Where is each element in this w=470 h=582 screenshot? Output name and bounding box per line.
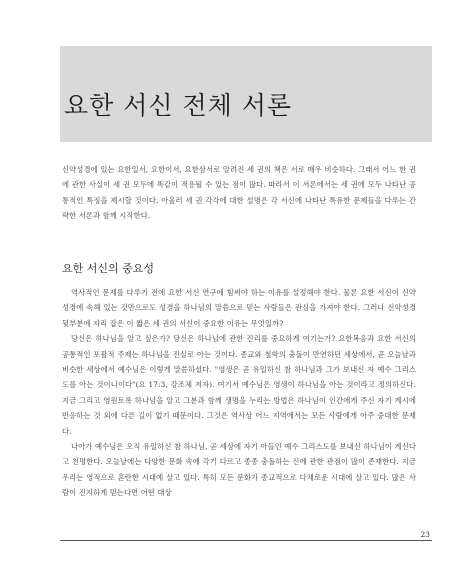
page-number: 23 xyxy=(420,530,430,539)
intro-paragraph: 신약성경에 있는 요한일서, 요한이서, 요한삼서로 알려진 세 권의 책은 서로 매우 비슷하다. 그래서 어느 한 권에 관한 사실이 세 권 모두에 똑같이 적용될 수 있는 점이 많다. 따라서 이 서론에서는 세 권에 모두 나타난 공통적인 특징을 제시할 것이다. 아울러 세 권 각각에 대한 설명은 각 서신에 나타난 특유한 문제들을 다루는 간략한 서론과 함께 시작한다. xyxy=(62,165,416,221)
body-paragraph: 역사적인 문제를 다루기 전에 요한 서신 연구에 힘써야 하는 이유를 설정해야 한다. 물론 요한 서신이 신약성경에 속해 있는 것만으로도 성경을 하나님의 말씀으로 믿는 사람들은 관심을 가져야 한다. 그러나 신약성경 뒷부분에 자리 잡은 이 짧은 세 권의 서신이 중요한 이유는 무엇일까? xyxy=(62,288,416,328)
body-paragraph: 당신은 하나님을 알고 싶은가? 당신은 하나님에 관한 진리를 중요하게 여기는가? 요한복음과 요한 서신의 공통적인 포괄적 주제는 하나님을 진실로 아는 것이다. 종교와 철학의 충돌이 만연하던 세상에서, 곧 오늘날과 비슷한 세상에서 예수님은 이렇게 말씀하셨다. "영생은 곧 유일하신 참 하나님과 그가 보내신 자 예수 그리스도를 아는 것이니이다"(요 17:3, 강조체 저자). 여기서 예수님은 영생이 하나님을 아는 것이라고 정의하신다. 지금 그리고 영원토록 하나님을 알고 그분과 함께 생명을 누리는 방법은 하나님이 인간에게 주신 자기 계시에 반응하는 것 외에 다른 길이 없기 때문이다. 그것은 역사상 어느 지역에서는 모든 사람에게 아주 중대한 문제다. xyxy=(62,334,416,436)
footer-rule xyxy=(60,540,432,541)
body-paragraph: 나아가 예수님은 오직 유일하신 참 하나님, 곧 세상에 자기 아들인 예수 그리스도를 보내신 하나님이 계신다고 천명한다. 오늘날에는 다양한 문화 속에 각기 다르고 종종 충돌하는 신에 관한 관점이 많이 존재한다. 지금 우리는 영적으로 혼란한 시대에 살고 있다. 특히 모든 문화가 종교적으로 다채로운 시대에 살고 있다. 많은 사람이 진지하게 믿는다면 어떤 대상 xyxy=(62,442,416,498)
section-heading: 요한 서신의 중요성 xyxy=(62,262,155,275)
intro-section xyxy=(62,162,416,224)
section-body xyxy=(62,285,416,501)
chapter-title: 요한 서신 전체 서론 xyxy=(64,91,293,120)
